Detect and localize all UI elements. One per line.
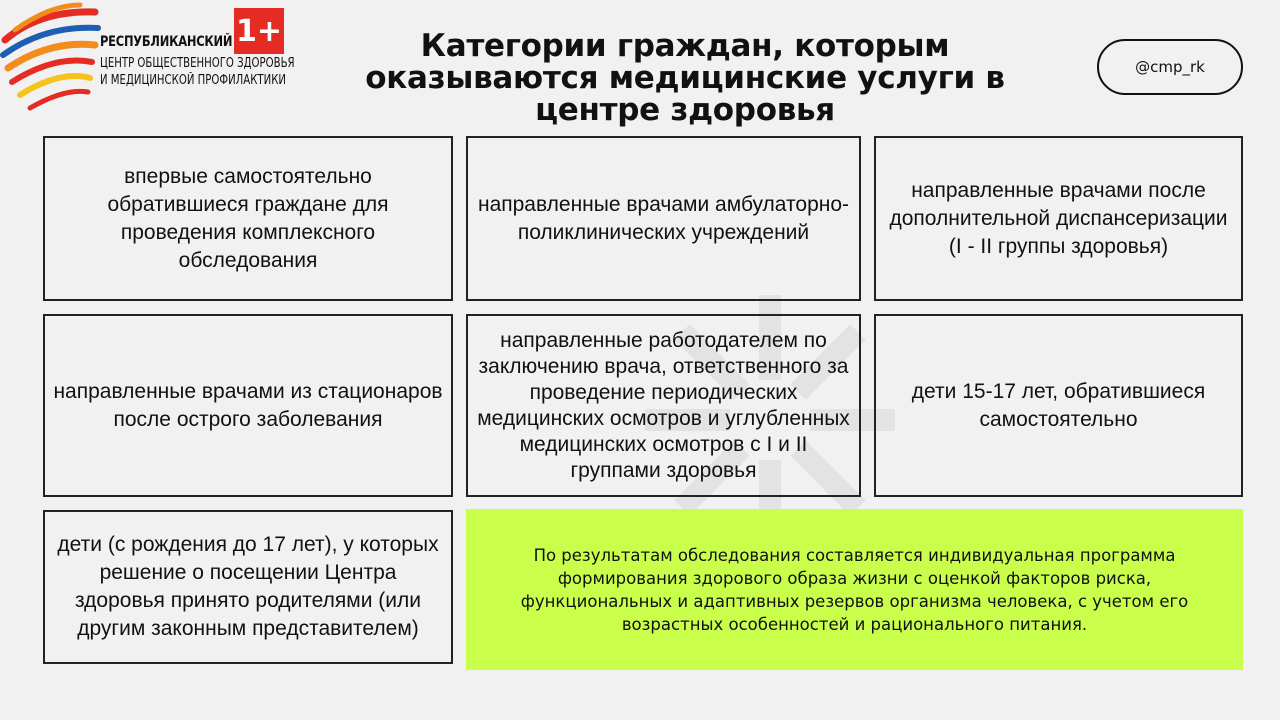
category-card: направленные работодателем по заключению врача, ответственного за проведение периодических медицинских осмотров и углубленных медицинских осмотров с I и II группами здоровья — [466, 314, 861, 497]
page-title: Категории граждан, которым оказываются медицинские услуги в центре здоровья — [365, 28, 1005, 128]
summary-box: По результатам обследования составляется индивидуальная программа формирования здорового образа жизни с оценкой факторов риска, функциональных и адаптивных резервов организма человека, с учетом его возрастных особенностей и рационального питания. — [466, 509, 1243, 670]
category-card: дети (с рождения до 17 лет), у которых решение о посещении Центра здоровья принято родителями (или другим законным представителем) — [43, 510, 453, 664]
logo-subtitle-2: И МЕДИЦИНСКОЙ ПРОФИЛАКТИКИ — [100, 73, 286, 88]
category-card: направленные врачами после дополнительной диспансеризации (I - II группы здоровья) — [874, 136, 1243, 301]
logo-subtitle-1: ЦЕНТР ОБЩЕСТВЕННОГО ЗДОРОВЬЯ — [100, 56, 295, 71]
logo-swoosh-icon — [0, 0, 110, 125]
category-card: направленные врачами амбулаторно-поликлинических учреждений — [466, 136, 861, 301]
logo — [0, 0, 300, 125]
category-card: дети 15-17 лет, обратившиеся самостоятельно — [874, 314, 1243, 497]
logo-title: РЕСПУБЛИКАНСКИЙ — [100, 34, 233, 50]
category-card: направленные врачами из стационаров после острого заболевания — [43, 314, 453, 497]
category-card: впервые самостоятельно обратившиеся граждане для проведения комплексного обследования — [43, 136, 453, 301]
social-handle-button[interactable]: @cmp_rk — [1097, 39, 1243, 95]
logo-badge: 1+ — [234, 8, 284, 54]
